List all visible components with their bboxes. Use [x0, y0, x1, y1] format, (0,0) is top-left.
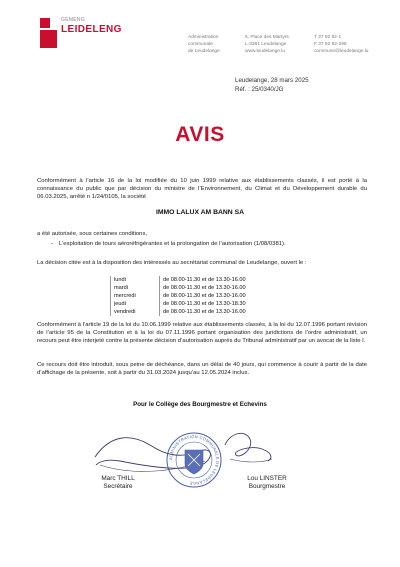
logo-name: LEIDELENG — [61, 24, 122, 35]
logo-mark-icon — [40, 18, 57, 48]
signatory-secretary — [88, 475, 148, 491]
hours-time: de 08.00-11.30 et de 13.30-16.00 — [163, 285, 246, 291]
hours-time: de 08.00-11.30 et de 13.30-16.00 — [163, 309, 246, 315]
secretary-role: Secrétaire — [103, 483, 133, 490]
address-col-street: 5, Place des Martyrs L-3361 Leudelange www.leudelange.lu — [245, 35, 289, 54]
table-row — [111, 276, 291, 284]
college-heading: Pour le Collège des Bourgmestre et Echevins — [133, 401, 267, 408]
hours-day: lundi — [111, 276, 160, 284]
signature-area — [0, 415, 400, 505]
paragraph-appeal: Conformément à l’article 19 de la loi du 10.06.1999 relative aux établissements classés, à la loi du 12.07.1996 portant révision de l’article 95 de la Constitution et à la loi du 07.11.1996 portant organisation des juridictions de l’ordre administratif, un recours peut être interjeté contre la présente décision d’autorisation auprès du Tribunal administratif par un avocat de la liste I. — [37, 322, 367, 344]
signatory-mayor — [232, 475, 302, 491]
reference-line: Réf. : 25/0340/JG — [235, 86, 284, 93]
bullet-item — [51, 241, 286, 247]
mayor-role: Bourgmestre — [248, 483, 286, 490]
hours-time: de 08.00-11.30 et de 13.30-18.30 — [163, 301, 246, 307]
mayor-name: Lou LINSTER — [247, 475, 287, 482]
hours-day: jeudi — [111, 300, 160, 308]
table-row — [111, 292, 291, 300]
paragraph-authorised: a été autorisée, sous certaines conditions, — [37, 231, 148, 237]
hours-day: mardi — [111, 284, 160, 292]
seal-text: ADMINISTRATION COMMUNALE DE LEUDELANGE — [167, 433, 221, 487]
paragraph-deadline: Ce recours doit être introduit, sous peine de déchéance, dans un délai de 40 jours, qui commence à courir à partir de la date d’affichage de la présente, soit à partir du 31.03.2024 jusqu’au 12.05.2024 inclus. — [37, 362, 367, 376]
hours-day: vendredi — [111, 308, 160, 316]
hours-time: de 08.00-11.30 et de 13.30-16.00 — [163, 293, 246, 299]
hours-day: mercredi — [111, 292, 160, 300]
hours-time: de 08.00-11.30 et de 13.30-16.00 — [163, 277, 246, 283]
secretary-name: Marc THILL — [101, 475, 135, 482]
table-row — [111, 300, 291, 308]
bullet-dash: - — [51, 241, 53, 247]
paragraph-availability: La décision citée est à la disposition des intéressés au secrétariat communal de Leudelange, ouvert le : — [37, 260, 307, 266]
opening-hours-table — [110, 276, 291, 316]
mayor-signature — [225, 433, 271, 461]
address-col-contact: T 37 92 92-1 F 37 92 92-299 commune@leudelange.lu — [314, 35, 369, 54]
logo-sub: GEMENG — [61, 17, 86, 23]
date-line: Leudelange, 28 mars 2025 — [235, 77, 309, 84]
address-col-admin: Administration communale de Leudelange — [188, 35, 220, 54]
table-row — [111, 308, 291, 316]
commune-logo — [40, 16, 120, 48]
table-row — [111, 284, 291, 292]
company-name: IMMO LALUX AM BANN SA — [155, 209, 245, 216]
bullet-text: L’exploitation de tours aéroréfrigérantes et la prolongation de l’autorisation (1/08/0381). — [59, 241, 286, 247]
commune-seal-icon — [167, 433, 221, 487]
page-title: AVIS — [175, 123, 225, 146]
paragraph-intro: Conformément à l’article 16 de la loi modifiée du 10 juin 1999 relative aux établissements classés, il est porté à la connaissance du public que par décision du ministre de l’Environnement, du Climat et du Développement durable du 06.03.2025, arrêté n 1/24/0105, la société — [37, 178, 367, 200]
